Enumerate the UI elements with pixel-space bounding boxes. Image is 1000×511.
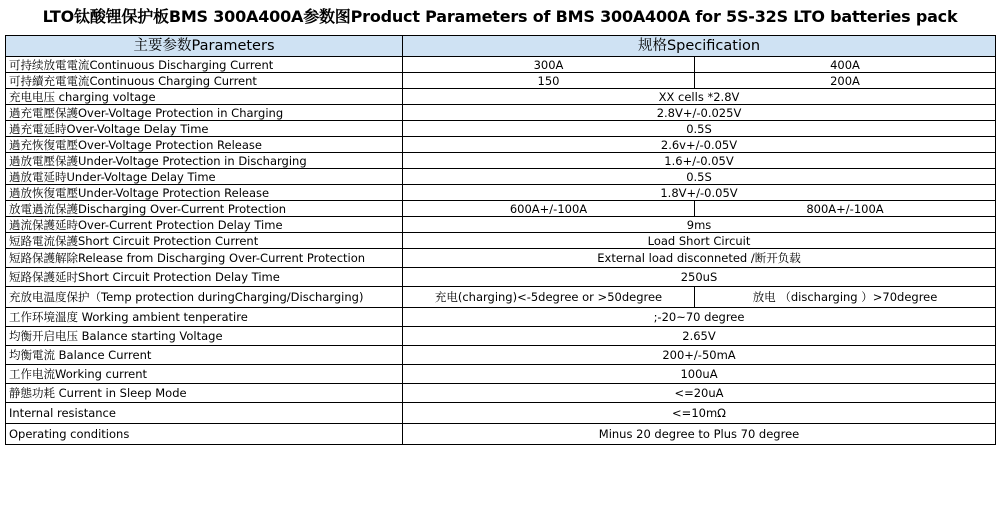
spec-table <box>5 35 996 445</box>
value-cell: 1.6+/-0.05V <box>403 153 996 169</box>
param-cell: 充放电温度保护（Temp protection duringCharging/Discharging) <box>6 287 403 308</box>
value-cell: 800A+/-100A <box>695 201 996 217</box>
param-cell: 過放電延時Under-Voltage Delay Time <box>6 169 403 185</box>
value-cell: <=10mΩ <box>403 403 996 424</box>
param-cell: 過放電壓保護Under-Voltage Protection in Discharging <box>6 153 403 169</box>
value-cell: 9ms <box>403 217 996 233</box>
param-cell: 過放恢復電壓Under-Voltage Protection Release <box>6 185 403 201</box>
param-cell: 過充恢復電壓Over-Voltage Protection Release <box>6 137 403 153</box>
param-cell: 工作电流Working current <box>6 365 403 384</box>
param-cell: 充电电压 charging voltage <box>6 89 403 105</box>
table-row <box>6 201 996 217</box>
table-row <box>6 346 996 365</box>
table-row <box>6 217 996 233</box>
param-cell: 短路電流保護Short Circuit Protection Current <box>6 233 403 249</box>
value-cell: External load disconneted /断开负载 <box>403 249 996 268</box>
table-row <box>6 287 996 308</box>
param-cell: 工作环境溫度 Working ambient tenperatire <box>6 308 403 327</box>
value-cell: 2.6v+/-0.05V <box>403 137 996 153</box>
table-row <box>6 308 996 327</box>
value-cell: ;-20~70 degree <box>403 308 996 327</box>
table-row <box>6 153 996 169</box>
param-cell: 過充電壓保護Over-Voltage Protection in Charging <box>6 105 403 121</box>
param-cell: 静態功耗 Current in Sleep Mode <box>6 384 403 403</box>
value-cell: 2.65V <box>403 327 996 346</box>
table-row <box>6 73 996 89</box>
param-cell: 放電過流保護Discharging Over-Current Protection <box>6 201 403 217</box>
table-row <box>6 327 996 346</box>
value-cell: 600A+/-100A <box>403 201 695 217</box>
table-header-row <box>6 36 996 57</box>
value-cell: Minus 20 degree to Plus 70 degree <box>403 424 996 445</box>
value-cell: 100uA <box>403 365 996 384</box>
value-cell: <=20uA <box>403 384 996 403</box>
value-cell: Load Short Circuit <box>403 233 996 249</box>
value-cell: 充电(charging)<-5degree or >50degree <box>403 287 695 308</box>
param-cell: 短路保護解除Release from Discharging Over-Current Protection <box>6 249 403 268</box>
table-row <box>6 121 996 137</box>
table-row <box>6 384 996 403</box>
page-title: LTO钛酸锂保护板BMS 300A400A参数图Product Parameters of BMS 300A400A for 5S-32S LTO batteries pack <box>42 7 958 26</box>
table-row <box>6 169 996 185</box>
header-parameters: 主要参数Parameters <box>6 36 403 57</box>
table-row <box>6 105 996 121</box>
value-cell: 0.5S <box>403 169 996 185</box>
param-cell: Operating conditions <box>6 424 403 445</box>
param-cell: 過流保護延時Over-Current Protection Delay Time <box>6 217 403 233</box>
value-cell: 1.8V+/-0.05V <box>403 185 996 201</box>
value-cell: 400A <box>695 57 996 73</box>
table-row <box>6 268 996 287</box>
table-row <box>6 137 996 153</box>
param-cell: 可持续放電電流Continuous Discharging Current <box>6 57 403 73</box>
value-cell: 150 <box>403 73 695 89</box>
table-row <box>6 185 996 201</box>
value-cell: 200+/-50mA <box>403 346 996 365</box>
value-cell: 0.5S <box>403 121 996 137</box>
table-row <box>6 89 996 105</box>
param-cell: 均衡電流 Balance Current <box>6 346 403 365</box>
value-cell: 2.8V+/-0.025V <box>403 105 996 121</box>
value-cell: 放电 （discharging ）>70degree <box>695 287 996 308</box>
param-cell: 可持續充電電流Continuous Charging Current <box>6 73 403 89</box>
header-specification: 规格Specification <box>403 36 996 57</box>
value-cell: 250uS <box>403 268 996 287</box>
table-row <box>6 233 996 249</box>
table-row <box>6 57 996 73</box>
value-cell: XX cells *2.8V <box>403 89 996 105</box>
value-cell: 200A <box>695 73 996 89</box>
table-row <box>6 403 996 424</box>
table-row <box>6 424 996 445</box>
param-cell: Internal resistance <box>6 403 403 424</box>
value-cell: 300A <box>403 57 695 73</box>
param-cell: 短路保護延时Short Circuit Protection Delay Time <box>6 268 403 287</box>
param-cell: 過充電延時Over-Voltage Delay Time <box>6 121 403 137</box>
table-row <box>6 249 996 268</box>
param-cell: 均衡开启电压 Balance starting Voltage <box>6 327 403 346</box>
table-row <box>6 365 996 384</box>
